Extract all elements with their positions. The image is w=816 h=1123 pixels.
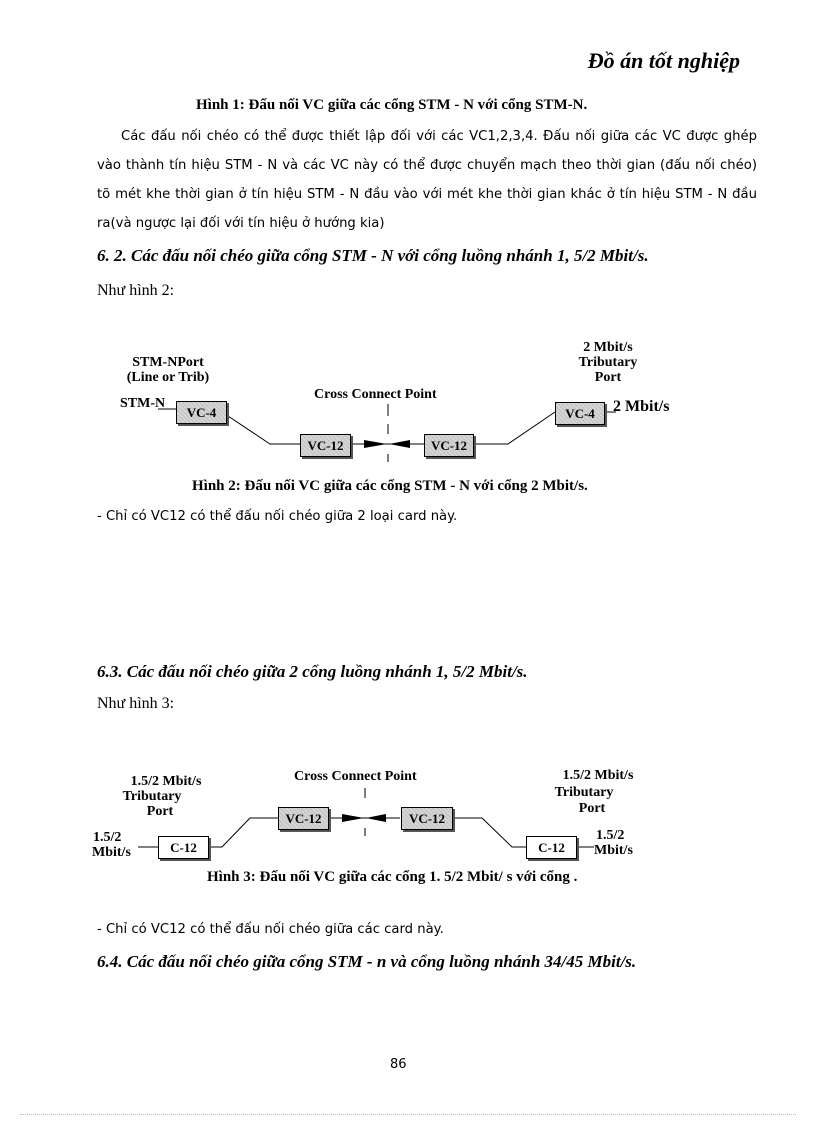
fig2-stm-n-label: STM-N <box>120 396 166 411</box>
section-6-2-intro: Như hình 2: <box>97 282 175 299</box>
fig2-vc4-right-box: VC-4 <box>555 402 605 425</box>
fig2-right-port-title-1: 2 Mbit/s <box>583 340 633 355</box>
fig2-right-port-title-3: Port <box>594 370 622 385</box>
fig3-vc12-left-box: VC-12 <box>278 807 329 830</box>
page-number: 86 <box>390 1057 407 1072</box>
fig2-left-port-sub: (Line or Trib) <box>126 370 210 385</box>
cross-arrow-right <box>342 814 364 822</box>
fig3-right-port-title-2: Tributary <box>554 785 614 800</box>
fig2-vc12-right-box: VC-12 <box>424 434 474 457</box>
fig2-cross-connect-label: Cross Connect Point <box>314 387 437 402</box>
fig3-c12-left-box: C-12 <box>158 836 209 859</box>
section-6-3-note: - Chỉ có VC12 có thể đấu nối chéo giữa các card này. <box>97 922 444 937</box>
fig3-cross-connect-label: Cross Connect Point <box>294 769 417 784</box>
page-header-title: Đồ án tốt nghiệp <box>587 48 740 73</box>
fig3-left-port-title-2: Tributary <box>122 789 182 804</box>
fig3-c12-right-box: C-12 <box>526 836 577 859</box>
section-6-2-heading: 6. 2. Các đấu nối chéo giữa cổng STM - N với cổng luồng nhánh 1, 5/2 Mbit/s. <box>97 246 649 265</box>
page-bottom-divider <box>20 1114 796 1115</box>
section-6-3-intro: Như hình 3: <box>97 695 175 712</box>
fig2-right-port-title-2: Tributary <box>578 355 638 370</box>
vc12-to-c12-line <box>452 818 526 847</box>
c12-to-vc12-line <box>208 818 278 847</box>
fig2-left-port-title: STM-NPort <box>132 355 204 370</box>
fig2-vc12-left-box: VC-12 <box>300 434 351 457</box>
fig3-right-signal-1: 1.5/2 <box>596 828 625 843</box>
fig3-right-port-title-3: Port <box>578 801 606 816</box>
cross-arrow-left <box>366 814 386 822</box>
figure-3-caption: Hình 3: Đấu nối VC giữa các cổng 1. 5/2 Mbit/ s với cổng . <box>207 869 578 885</box>
fig3-left-signal-2: Mbit/s <box>92 845 131 860</box>
fig3-right-port-title-1: 1.5/2 Mbit/s <box>562 768 634 783</box>
fig3-right-signal-2: Mbit/s <box>594 843 633 858</box>
paragraph-1: Các đấu nối chéo có thể được thiết lập đối với các VC1,2,3,4. Đấu nối giữa các VC được ghép vào thành tín hiệu STM - N và các VC này có thể được chuyển mạch theo thời gian (đấu nối chéo) tõ mét khe thời gian ở tín hiệu STM - N đầu vào với mét khe thời gian khác ở tín hiệu STM - N đầu ra(và ngược lại đối với tín hiệu ở hướng kia) <box>97 129 757 231</box>
figure-1-caption: Hình 1: Đấu nối VC giữa các cổng STM - N với cổng STM-N. <box>196 97 588 113</box>
fig3-left-port-title-3: Port <box>146 804 174 819</box>
figure-2-caption: Hình 2: Đấu nối VC giữa các cổng STM - N với cổng 2 Mbit/s. <box>192 478 588 494</box>
fig3-left-signal-1: 1.5/2 <box>93 830 122 845</box>
section-6-3-heading: 6.3. Các đấu nối chéo giữa 2 cổng luồng nhánh 1, 5/2 Mbit/s. <box>97 662 528 681</box>
fig2-2mbit-signal-label: 2 Mbit/s <box>613 398 670 415</box>
fig2-vc4-left-box: VC-4 <box>176 401 227 424</box>
section-6-2-note: - Chỉ có VC12 có thể đấu nối chéo giữa 2 loại card này. <box>97 509 458 524</box>
section-6-4-heading: 6.4. Các đấu nối chéo giữa cổng STM - n và cổng luồng nhánh 34/45 Mbit/s. <box>97 952 637 971</box>
fig3-left-port-title-1: 1.5/2 Mbit/s <box>130 774 202 789</box>
fig3-vc12-right-box: VC-12 <box>401 807 453 830</box>
